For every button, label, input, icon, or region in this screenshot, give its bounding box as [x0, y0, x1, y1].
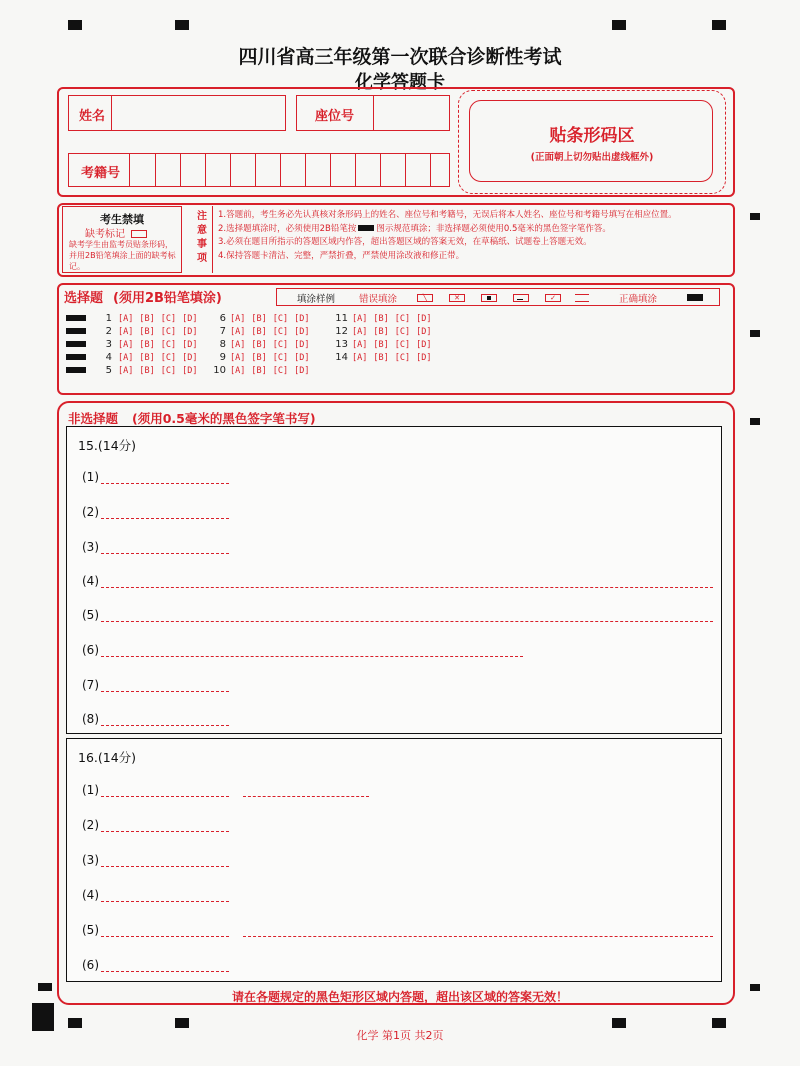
- answer-line[interactable]: (6): [82, 643, 523, 657]
- page-footer: 化学 第1页 共2页: [356, 1029, 444, 1042]
- notice-item: 1.答题前，考生务必先认真核对条形码上的姓名、座位号和考籍号，无误后将本人姓名、座位号和考籍号填写在相应位置。: [218, 210, 677, 220]
- answer-line[interactable]: (3): [82, 540, 229, 554]
- choice-question[interactable]: 7 [A] [B] [C] [D]: [219, 326, 310, 337]
- barcode-title: 贴条形码区: [549, 126, 635, 146]
- answer-line[interactable]: (2): [82, 818, 229, 832]
- choice-question[interactable]: 11 [A] [B] [C] [D]: [335, 313, 432, 324]
- timing-mark: [750, 418, 760, 425]
- timing-mark: [712, 20, 726, 30]
- timing-mark: [175, 20, 189, 30]
- answer-line[interactable]: (3): [82, 853, 229, 867]
- wrong-sample-2: ✕: [449, 294, 465, 302]
- choice-question[interactable]: 12 [A] [B] [C] [D]: [335, 326, 432, 337]
- nonchoice-title: 非选择题 (须用0.5毫米的黑色签字笔书写): [68, 411, 316, 426]
- choice-title: 选择题 (须用2B铅笔填涂): [64, 291, 222, 306]
- right-label: 正确填涂: [619, 294, 658, 305]
- answer-line[interactable]: (4): [82, 888, 229, 902]
- answer-line[interactable]: (8): [82, 712, 229, 726]
- absent-note: 缺考学生由监考员贴条形码，并用2B铅笔填涂上面的缺考标记。: [69, 240, 176, 271]
- notice-item: 2.选择题填涂时，必须使用2B铅笔按 图示规范填涂；非选择题必须使用0.5毫米的黑色签字笔作答。: [218, 223, 611, 234]
- wrong-sample-4: [513, 294, 529, 302]
- timing-mark: [750, 213, 760, 220]
- choice-question[interactable]: 4 [A] [B] [C] [D]: [66, 352, 203, 363]
- timing-mark: [68, 20, 82, 30]
- absent-panel: [62, 206, 182, 273]
- answer-line[interactable]: (4): [82, 574, 713, 588]
- answer-line[interactable]: (1): [82, 783, 369, 797]
- barcode-area: [458, 90, 726, 194]
- absent-mark-box[interactable]: [131, 230, 147, 238]
- answer-line[interactable]: (1): [82, 470, 229, 484]
- notice-item: 4.保持答题卡清洁、完整，严禁折叠，严禁使用涂改液和修正带。: [218, 250, 465, 261]
- seat-label: 座位号: [315, 109, 355, 124]
- card-title: 化学答题卡: [355, 72, 445, 93]
- wrong-sample-1: ╲: [417, 294, 433, 302]
- exam-title: 四川省高三年级第一次联合诊断性考试: [238, 46, 562, 68]
- absent-mark-label: 缺考标记: [85, 229, 125, 240]
- notice-item: 3.必须在题目所指示的答题区域内作答，超出答题区域的答案无效，在草稿纸、试题卷上答题无效。: [218, 237, 592, 247]
- fill-sample-legend: [276, 288, 720, 306]
- notice-text: [218, 209, 730, 263]
- choice-question[interactable]: 9 [A] [B] [C] [D]: [219, 352, 310, 363]
- timing-mark: [750, 330, 760, 337]
- sample-label: 填涂样例: [297, 294, 336, 305]
- answer-line[interactable]: (2): [82, 505, 229, 519]
- right-sample: [687, 294, 703, 301]
- name-field[interactable]: [68, 95, 286, 131]
- choice-question[interactable]: 6 [A] [B] [C] [D]: [219, 313, 310, 324]
- seat-field[interactable]: [296, 95, 450, 131]
- choice-question[interactable]: 5 [A] [B] [C] [D]: [66, 365, 203, 376]
- answer-line[interactable]: (5): [82, 608, 713, 622]
- answer-line[interactable]: (7): [82, 678, 229, 692]
- choice-question[interactable]: 8 [A] [B] [C] [D]: [219, 339, 310, 350]
- wrong-label: 错误填涂: [359, 294, 398, 305]
- name-label: 姓名: [79, 109, 106, 124]
- choice-question[interactable]: 14 [A] [B] [C] [D]: [335, 352, 432, 363]
- timing-mark: [612, 20, 626, 30]
- notice-side-label: 注 意 事 项: [197, 211, 207, 264]
- choice-question[interactable]: 13 [A] [B] [C] [D]: [335, 339, 432, 350]
- wrong-sample-5: ✓: [545, 294, 561, 302]
- question-label-q16: 16.(14分): [78, 750, 137, 765]
- boundary-warning: 请在各题规定的黑色矩形区域内答题，超出该区域的答案无效！: [231, 990, 568, 1004]
- exam-number-field[interactable]: [68, 153, 450, 187]
- choice-question[interactable]: 3 [A] [B] [C] [D]: [66, 339, 203, 350]
- answer-line[interactable]: (6): [82, 958, 229, 972]
- choice-question[interactable]: 1 [A] [B] [C] [D]: [66, 313, 203, 324]
- question-label-q15: 15.(14分): [78, 438, 137, 453]
- choice-question[interactable]: 2 [A] [B] [C] [D]: [66, 326, 203, 337]
- barcode-note: (正面朝上切勿贴出虚线框外): [530, 152, 654, 163]
- wrong-sample-3: [481, 294, 497, 302]
- choice-question[interactable]: 10 [A] [B] [C] [D]: [213, 365, 310, 376]
- wrong-sample-6: [575, 294, 589, 302]
- answer-line[interactable]: (5): [82, 923, 713, 937]
- absent-title: 考生禁填: [100, 213, 144, 226]
- exam-number-label: 考籍号: [81, 166, 121, 181]
